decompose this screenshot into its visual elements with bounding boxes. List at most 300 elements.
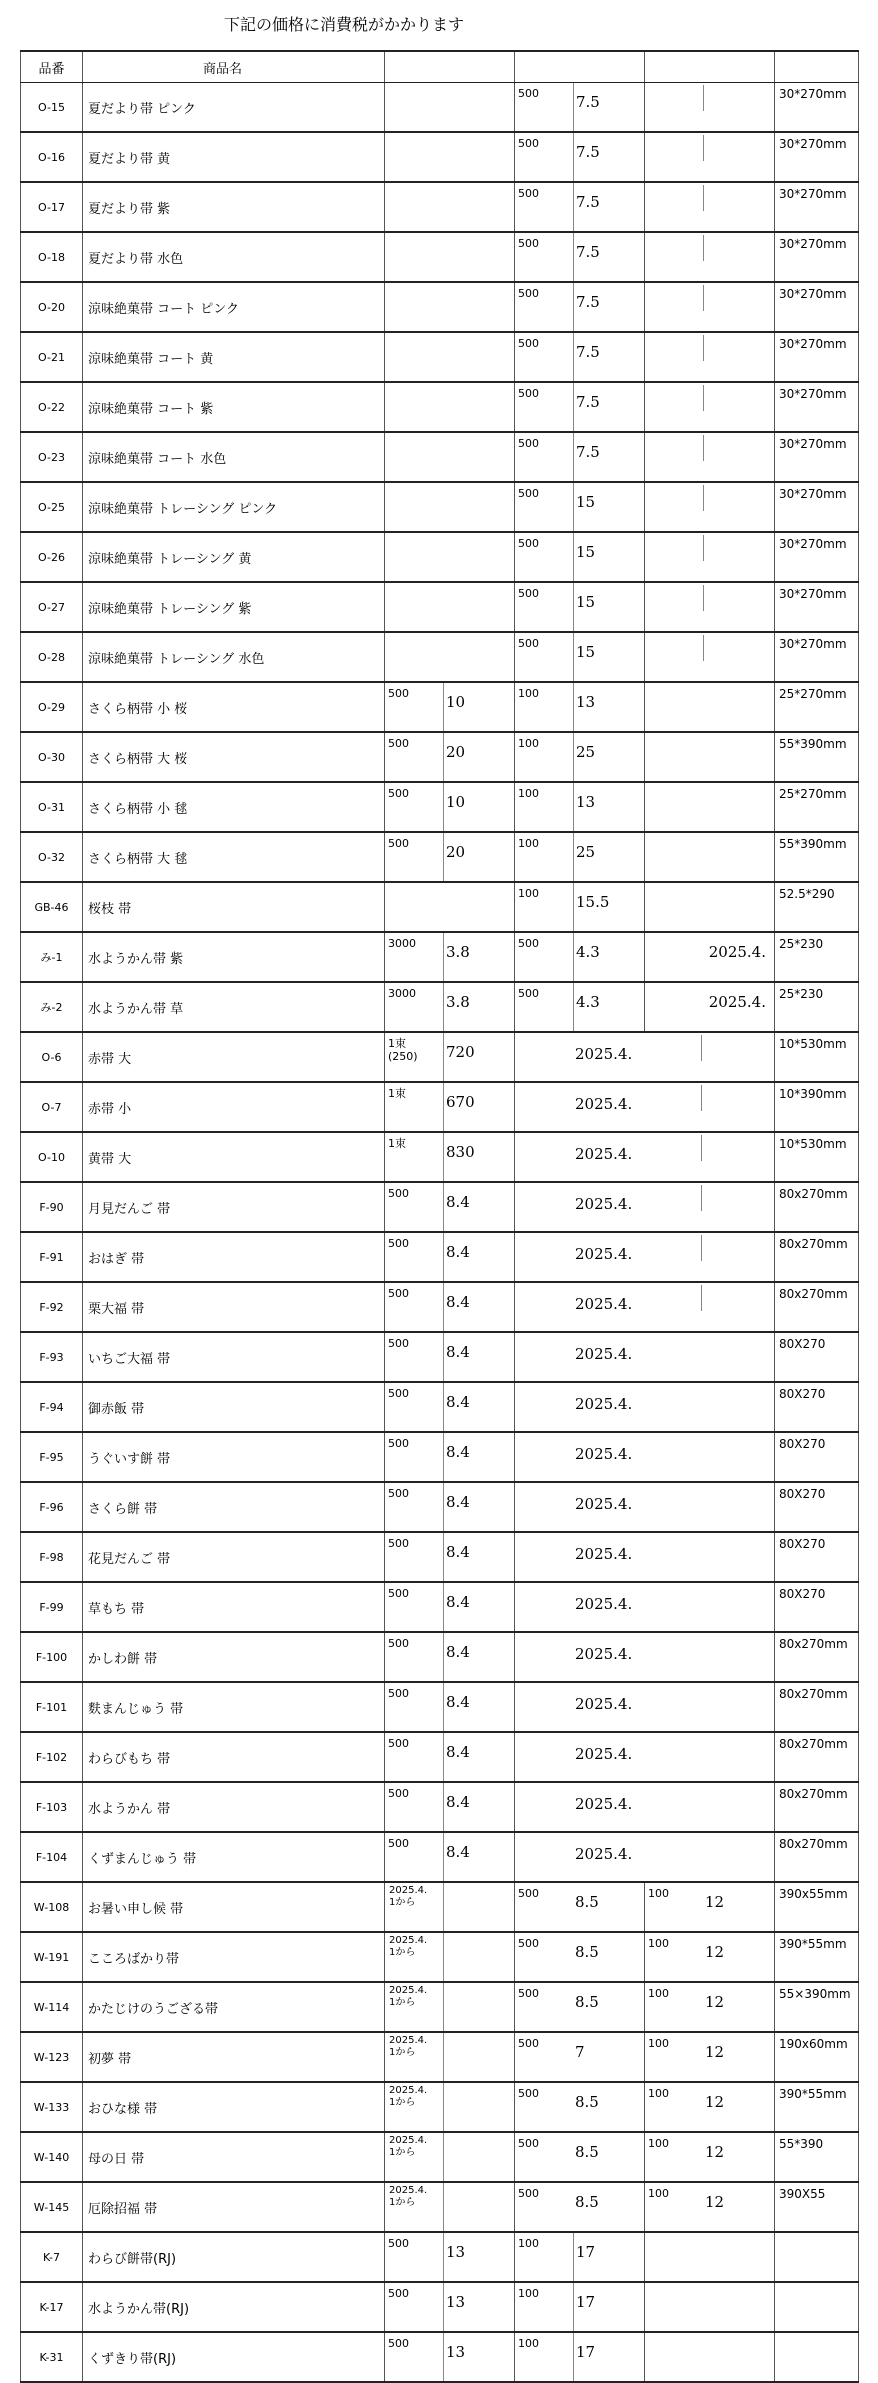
price-col-3 bbox=[385, 1832, 515, 1882]
table-row bbox=[21, 782, 859, 832]
product-code: O-28 bbox=[21, 632, 83, 682]
price-col-3-qty: 500 bbox=[388, 687, 409, 700]
price-col-4-inner bbox=[515, 583, 644, 631]
product-name: 涼味絶菓帯 コート 黄 bbox=[83, 332, 385, 382]
price-col-3 bbox=[385, 1532, 515, 1582]
effective-date: 2025.4. bbox=[575, 1095, 633, 1113]
price-col-4 bbox=[515, 582, 645, 632]
price-col-3 bbox=[385, 1732, 515, 1782]
product-code: O-7 bbox=[21, 1082, 83, 1132]
price-col-3-inner bbox=[385, 1583, 514, 1631]
price-col-5-inner bbox=[645, 2133, 774, 2181]
price-col-5-inner bbox=[645, 2183, 774, 2231]
table-row bbox=[21, 1782, 859, 1832]
price-col-5-tick bbox=[703, 185, 704, 211]
effective-date: 2025.4. bbox=[575, 1345, 633, 1363]
price-col-5-tick bbox=[703, 135, 704, 161]
price-col-3-price bbox=[443, 233, 514, 281]
product-code: W-145 bbox=[21, 2182, 83, 2232]
price-col-3 bbox=[385, 432, 515, 482]
product-name: さくら柄帯 小 毬 bbox=[83, 782, 385, 832]
price-col-3-inner bbox=[385, 1383, 514, 1431]
price-col-3-qty: 3000 bbox=[388, 937, 416, 950]
price-col-5-tick bbox=[703, 385, 704, 411]
price-col-4-inner bbox=[515, 83, 644, 131]
price-col-3-price bbox=[443, 483, 514, 531]
price-col-3-qty: 500 bbox=[388, 1537, 409, 1550]
price-col-4-inner bbox=[515, 883, 644, 931]
price-col-5 bbox=[645, 2032, 775, 2082]
price-col-3-price: 8.4 bbox=[443, 1533, 514, 1581]
price-col-4-qty: 100 bbox=[518, 2287, 539, 2300]
date-span-tick bbox=[701, 1185, 702, 1211]
price-col-3-qty bbox=[385, 83, 443, 131]
product-size bbox=[775, 2332, 859, 2382]
price-col-5 bbox=[645, 932, 775, 982]
price-col-4-inner bbox=[515, 433, 644, 481]
price-col-4-qty: 500 bbox=[518, 287, 539, 300]
product-code: K-31 bbox=[21, 2332, 83, 2382]
price-col-3-qty: 500 bbox=[388, 1837, 409, 1850]
price-col-4-price: 7 bbox=[575, 2043, 585, 2061]
price-col-5 bbox=[645, 982, 775, 1032]
product-name: さくら柄帯 大 桜 bbox=[83, 732, 385, 782]
price-col-4-price: 7.5 bbox=[573, 233, 644, 281]
price-col-4-qty: 500 bbox=[518, 637, 539, 650]
price-col-3 bbox=[385, 1432, 515, 1482]
price-col-5-qty: 100 bbox=[648, 2037, 669, 2050]
product-size: 52.5*290 bbox=[775, 882, 859, 932]
price-col-5 bbox=[645, 1882, 775, 1932]
product-size bbox=[775, 2282, 859, 2332]
price-col-3-price: 8.4 bbox=[443, 1283, 514, 1331]
product-name: 初夢 帯 bbox=[83, 2032, 385, 2082]
effective-date: 2025.4. bbox=[575, 1145, 633, 1163]
price-col-5 bbox=[645, 632, 775, 682]
product-size: 30*270mm bbox=[775, 83, 859, 133]
price-col-3-inner bbox=[385, 1833, 514, 1881]
price-col-4-qty: 100 bbox=[518, 737, 539, 750]
price-col-4-price: 15 bbox=[573, 483, 644, 531]
price-col-3-qty: 500 bbox=[388, 1487, 409, 1500]
date-span bbox=[515, 1482, 775, 1532]
price-col-3-price: 8.4 bbox=[443, 1583, 514, 1631]
price-col-4-inner bbox=[515, 1933, 644, 1981]
product-size: 80X270 bbox=[775, 1482, 859, 1532]
effective-from-text: 2025.4. 1から bbox=[389, 1885, 428, 1908]
price-col-4-price: 8.5 bbox=[575, 1993, 599, 2011]
price-col-3-qty bbox=[385, 533, 443, 581]
price-col-5-tick bbox=[703, 85, 704, 111]
price-col-3-price: 13 bbox=[443, 2233, 514, 2281]
table-row bbox=[21, 2282, 859, 2332]
price-col-3-price: 720 bbox=[443, 1033, 514, 1081]
price-col-4-price: 17 bbox=[573, 2233, 644, 2281]
effective-from-text: 2025.4. 1から bbox=[389, 2035, 428, 2058]
product-name: うぐいす餅 帯 bbox=[83, 1432, 385, 1482]
date-span bbox=[515, 1432, 775, 1482]
price-col-4-inner bbox=[515, 2283, 644, 2331]
product-code: O-31 bbox=[21, 782, 83, 832]
price-col-3 bbox=[385, 1482, 515, 1532]
product-size: 80x270mm bbox=[775, 1282, 859, 1332]
price-col-3 bbox=[385, 2282, 515, 2332]
product-size: 80X270 bbox=[775, 1532, 859, 1582]
price-col-4-price: 8.5 bbox=[575, 2143, 599, 2161]
price-col-3-qty bbox=[385, 883, 443, 931]
price-col-4-inner bbox=[515, 733, 644, 781]
product-size: 390*55mm bbox=[775, 1932, 859, 1982]
product-name: 涼味絶菓帯 トレーシング 黄 bbox=[83, 532, 385, 582]
price-col-3-inner bbox=[385, 383, 514, 431]
table-row bbox=[21, 232, 859, 282]
price-col-5 bbox=[645, 2182, 775, 2232]
effective-date: 2025.4. bbox=[575, 1795, 633, 1813]
product-size: 390X55 bbox=[775, 2182, 859, 2232]
price-col-4 bbox=[515, 682, 645, 732]
price-col-3 bbox=[385, 982, 515, 1032]
price-col-3 bbox=[385, 2332, 515, 2382]
table-row bbox=[21, 282, 859, 332]
price-col-3 bbox=[385, 732, 515, 782]
date-span bbox=[515, 1632, 775, 1682]
price-col-3-inner bbox=[385, 1033, 514, 1081]
price-col-5-price: 12 bbox=[705, 2193, 725, 2211]
price-col-3 bbox=[385, 1682, 515, 1732]
price-col-4-inner bbox=[515, 2333, 644, 2381]
table-row bbox=[21, 1432, 859, 1482]
product-code: F-102 bbox=[21, 1732, 83, 1782]
product-size: 10*530mm bbox=[775, 1132, 859, 1182]
header-code: 品番 bbox=[21, 51, 83, 83]
price-col-4-qty: 100 bbox=[518, 787, 539, 800]
product-size: 80x270mm bbox=[775, 1232, 859, 1282]
price-col-3-inner bbox=[385, 2233, 514, 2281]
price-col-5 bbox=[645, 882, 775, 932]
product-size: 80x270mm bbox=[775, 1182, 859, 1232]
price-col-3 bbox=[385, 2232, 515, 2282]
product-code: O-20 bbox=[21, 282, 83, 332]
price-col-4-qty: 100 bbox=[518, 2237, 539, 2250]
product-size: 30*270mm bbox=[775, 232, 859, 282]
price-col-4-price: 15 bbox=[573, 583, 644, 631]
price-col-3 bbox=[385, 182, 515, 232]
price-col-3-price bbox=[443, 383, 514, 431]
product-name: 水ようかん 帯 bbox=[83, 1782, 385, 1832]
price-col-3-inner bbox=[385, 2283, 514, 2331]
price-col-4-inner bbox=[515, 333, 644, 381]
price-col-4 bbox=[515, 2132, 645, 2182]
price-col-3-inner bbox=[385, 483, 514, 531]
product-name: かたじけのうござる帯 bbox=[83, 1982, 385, 2032]
price-col-3-qty: 500 bbox=[388, 1187, 409, 1200]
product-code: GB-46 bbox=[21, 882, 83, 932]
price-col-5 bbox=[645, 382, 775, 432]
price-col-4-price: 15 bbox=[573, 533, 644, 581]
product-name: 麩まんじゅう 帯 bbox=[83, 1682, 385, 1732]
effective-from bbox=[385, 2032, 515, 2082]
price-col-3-inner bbox=[385, 883, 514, 931]
effective-from-divider bbox=[443, 2083, 444, 2131]
price-col-4-qty: 500 bbox=[518, 1887, 539, 1900]
price-col-3 bbox=[385, 232, 515, 282]
effective-from bbox=[385, 1932, 515, 1982]
date-span bbox=[515, 1282, 775, 1332]
effective-from bbox=[385, 2082, 515, 2132]
product-size bbox=[775, 2232, 859, 2282]
price-col-3-price: 13 bbox=[443, 2333, 514, 2381]
product-name: くずまんじゅう 帯 bbox=[83, 1832, 385, 1882]
price-col-4-qty: 500 bbox=[518, 1937, 539, 1950]
date-span-tick bbox=[701, 1085, 702, 1111]
price-col-5-tick bbox=[703, 485, 704, 511]
price-col-4-price: 7.5 bbox=[573, 433, 644, 481]
table-row bbox=[21, 532, 859, 582]
price-col-5-qty: 100 bbox=[648, 1887, 669, 1900]
table-row bbox=[21, 1082, 859, 1132]
price-col-3-qty: 500 bbox=[388, 2337, 409, 2350]
price-col-3-inner bbox=[385, 1683, 514, 1731]
table-row bbox=[21, 882, 859, 932]
date-span bbox=[515, 1782, 775, 1832]
price-col-3-inner bbox=[385, 1733, 514, 1781]
price-col-5 bbox=[645, 282, 775, 332]
product-code: O-30 bbox=[21, 732, 83, 782]
product-code: F-99 bbox=[21, 1582, 83, 1632]
price-col-3 bbox=[385, 1132, 515, 1182]
table-row bbox=[21, 1882, 859, 1932]
product-size: 25*270mm bbox=[775, 682, 859, 732]
effective-from-text: 2025.4. 1から bbox=[389, 1985, 428, 2008]
product-size: 390x55mm bbox=[775, 1882, 859, 1932]
product-name: 涼味絶菓帯 コート ピンク bbox=[83, 282, 385, 332]
price-col-3 bbox=[385, 132, 515, 182]
price-col-4-inner bbox=[515, 683, 644, 731]
price-col-4-qty: 500 bbox=[518, 187, 539, 200]
table-row bbox=[21, 732, 859, 782]
product-name: わらび餅帯(RJ) bbox=[83, 2232, 385, 2282]
product-code: み-2 bbox=[21, 982, 83, 1032]
price-col-4-price: 7.5 bbox=[573, 183, 644, 231]
table-row bbox=[21, 1832, 859, 1882]
price-col-3 bbox=[385, 532, 515, 582]
price-col-3-qty: 500 bbox=[388, 1787, 409, 1800]
date-span bbox=[515, 1732, 775, 1782]
price-col-4 bbox=[515, 932, 645, 982]
table-row bbox=[21, 1232, 859, 1282]
product-name: 涼味絶菓帯 コート 水色 bbox=[83, 432, 385, 482]
price-col-3-qty: 1束 bbox=[388, 1137, 406, 1150]
table-row bbox=[21, 332, 859, 382]
table-row bbox=[21, 2182, 859, 2232]
price-col-4 bbox=[515, 432, 645, 482]
table-row bbox=[21, 1732, 859, 1782]
price-col-4-inner bbox=[515, 633, 644, 681]
table-row bbox=[21, 482, 859, 532]
price-col-3-inner bbox=[385, 1783, 514, 1831]
price-col-4-price: 15.5 bbox=[573, 883, 644, 931]
price-col-3 bbox=[385, 1782, 515, 1832]
price-col-5 bbox=[645, 332, 775, 382]
price-col-3 bbox=[385, 932, 515, 982]
price-col-4-inner bbox=[515, 783, 644, 831]
price-col-3 bbox=[385, 482, 515, 532]
effective-date: 2025.4. bbox=[575, 1295, 633, 1313]
price-col-3-qty bbox=[385, 333, 443, 381]
effective-from bbox=[385, 1882, 515, 1932]
price-col-3-price: 8.4 bbox=[443, 1683, 514, 1731]
price-col-5-tick bbox=[703, 635, 704, 661]
product-name: いちご大福 帯 bbox=[83, 1332, 385, 1382]
header-col4 bbox=[515, 51, 645, 83]
price-col-3-qty bbox=[385, 383, 443, 431]
price-col-4-qty: 500 bbox=[518, 987, 539, 1000]
price-col-5 bbox=[645, 482, 775, 532]
price-col-3-price bbox=[443, 883, 514, 931]
product-name: 栗大福 帯 bbox=[83, 1282, 385, 1332]
price-col-5 bbox=[645, 1932, 775, 1982]
price-col-3-price: 8.4 bbox=[443, 1483, 514, 1531]
price-col-4-inner bbox=[515, 233, 644, 281]
product-name: お暑い申し候 帯 bbox=[83, 1882, 385, 1932]
product-code: W-123 bbox=[21, 2032, 83, 2082]
product-size: 30*270mm bbox=[775, 132, 859, 182]
product-size: 80X270 bbox=[775, 1582, 859, 1632]
price-col-5 bbox=[645, 182, 775, 232]
price-col-5 bbox=[645, 682, 775, 732]
price-col-3 bbox=[385, 582, 515, 632]
price-col-4 bbox=[515, 882, 645, 932]
product-name: 花見だんご 帯 bbox=[83, 1532, 385, 1582]
effective-from-text: 2025.4. 1から bbox=[389, 2185, 428, 2208]
product-name: 夏だより帯 ピンク bbox=[83, 83, 385, 133]
price-col-3-inner bbox=[385, 433, 514, 481]
price-col-5-inner bbox=[645, 2033, 774, 2081]
product-name: 夏だより帯 黄 bbox=[83, 132, 385, 182]
product-code: O-32 bbox=[21, 832, 83, 882]
table-row bbox=[21, 382, 859, 432]
price-col-3-inner bbox=[385, 683, 514, 731]
tax-notice-text: 下記の価格に消費税がかかります bbox=[223, 15, 464, 34]
price-col-4 bbox=[515, 2032, 645, 2082]
price-col-4 bbox=[515, 832, 645, 882]
product-code: F-96 bbox=[21, 1482, 83, 1532]
price-col-4-qty: 500 bbox=[518, 137, 539, 150]
date-span bbox=[515, 1182, 775, 1232]
price-col-4-qty: 500 bbox=[518, 937, 539, 950]
product-code: F-101 bbox=[21, 1682, 83, 1732]
price-col-4 bbox=[515, 782, 645, 832]
table-row bbox=[21, 132, 859, 182]
product-code: W-140 bbox=[21, 2132, 83, 2182]
date-span-tick bbox=[701, 1285, 702, 1311]
price-col-3-qty: 3000 bbox=[388, 987, 416, 1000]
price-col-5-tick bbox=[703, 335, 704, 361]
price-col-3 bbox=[385, 832, 515, 882]
price-col-3-price: 670 bbox=[443, 1083, 514, 1131]
price-col-4 bbox=[515, 332, 645, 382]
price-col-3-price: 8.4 bbox=[443, 1433, 514, 1481]
price-col-3-inner bbox=[385, 633, 514, 681]
price-col-4-inner bbox=[515, 983, 644, 1031]
header-col5 bbox=[645, 51, 775, 83]
product-size: 30*270mm bbox=[775, 282, 859, 332]
price-col-3-qty: 500 bbox=[388, 837, 409, 850]
product-name: さくら柄帯 大 毬 bbox=[83, 832, 385, 882]
effective-from-divider bbox=[443, 2183, 444, 2231]
price-col-5-price: 12 bbox=[705, 1993, 725, 2011]
price-col-3-inner bbox=[385, 1233, 514, 1281]
price-col-3-inner bbox=[385, 1183, 514, 1231]
price-col-4-price: 17 bbox=[573, 2333, 644, 2381]
price-col-4 bbox=[515, 1932, 645, 1982]
table-row bbox=[21, 1332, 859, 1382]
price-col-3-price: 8.4 bbox=[443, 1183, 514, 1231]
product-code: F-94 bbox=[21, 1382, 83, 1432]
product-size: 30*270mm bbox=[775, 632, 859, 682]
price-col-5-qty: 100 bbox=[648, 2137, 669, 2150]
date-span bbox=[515, 1582, 775, 1632]
price-col-4-price: 7.5 bbox=[573, 283, 644, 331]
product-code: W-108 bbox=[21, 1882, 83, 1932]
price-col-3-qty: 1束 bbox=[388, 1087, 406, 1100]
price-col-3-price: 8.4 bbox=[443, 1783, 514, 1831]
product-code: K-7 bbox=[21, 2232, 83, 2282]
product-code: み-1 bbox=[21, 932, 83, 982]
price-col-4-qty: 500 bbox=[518, 2137, 539, 2150]
table-row bbox=[21, 1282, 859, 1332]
price-col-3-qty bbox=[385, 183, 443, 231]
table-row bbox=[21, 682, 859, 732]
price-col-3-price: 3.8 bbox=[443, 983, 514, 1031]
product-name: 水ようかん帯(RJ) bbox=[83, 2282, 385, 2332]
date-span bbox=[515, 1832, 775, 1882]
table-row bbox=[21, 932, 859, 982]
product-size: 80x270mm bbox=[775, 1682, 859, 1732]
table-row bbox=[21, 832, 859, 882]
price-col-3-qty bbox=[385, 633, 443, 681]
product-size: 10*390mm bbox=[775, 1082, 859, 1132]
price-col-5-inner bbox=[645, 1883, 774, 1931]
price-col-4-price: 4.3 bbox=[573, 933, 644, 981]
table-row bbox=[21, 982, 859, 1032]
product-code: O-6 bbox=[21, 1032, 83, 1082]
product-name: 夏だより帯 水色 bbox=[83, 232, 385, 282]
table-row bbox=[21, 1132, 859, 1182]
price-col-4-inner bbox=[515, 833, 644, 881]
date-span bbox=[515, 1532, 775, 1582]
price-col-4-price: 13 bbox=[573, 683, 644, 731]
price-col-3-price: 8.4 bbox=[443, 1833, 514, 1881]
effective-from-divider bbox=[443, 2033, 444, 2081]
price-col-4-qty: 500 bbox=[518, 537, 539, 550]
price-col-5-inner bbox=[645, 2083, 774, 2131]
price-col-3-price bbox=[443, 83, 514, 131]
effective-from bbox=[385, 1982, 515, 2032]
price-col-3-inner bbox=[385, 133, 514, 181]
price-col-3-price: 830 bbox=[443, 1133, 514, 1181]
price-col-4-inner bbox=[515, 383, 644, 431]
product-name: 御赤飯 帯 bbox=[83, 1382, 385, 1432]
product-code: O-26 bbox=[21, 532, 83, 582]
tax-notice bbox=[0, 12, 878, 35]
price-col-4 bbox=[515, 532, 645, 582]
price-col-5-tick bbox=[703, 435, 704, 461]
price-col-4-price: 17 bbox=[573, 2283, 644, 2331]
price-col-3-inner bbox=[385, 833, 514, 881]
price-col-3 bbox=[385, 782, 515, 832]
price-col-4-qty: 500 bbox=[518, 87, 539, 100]
